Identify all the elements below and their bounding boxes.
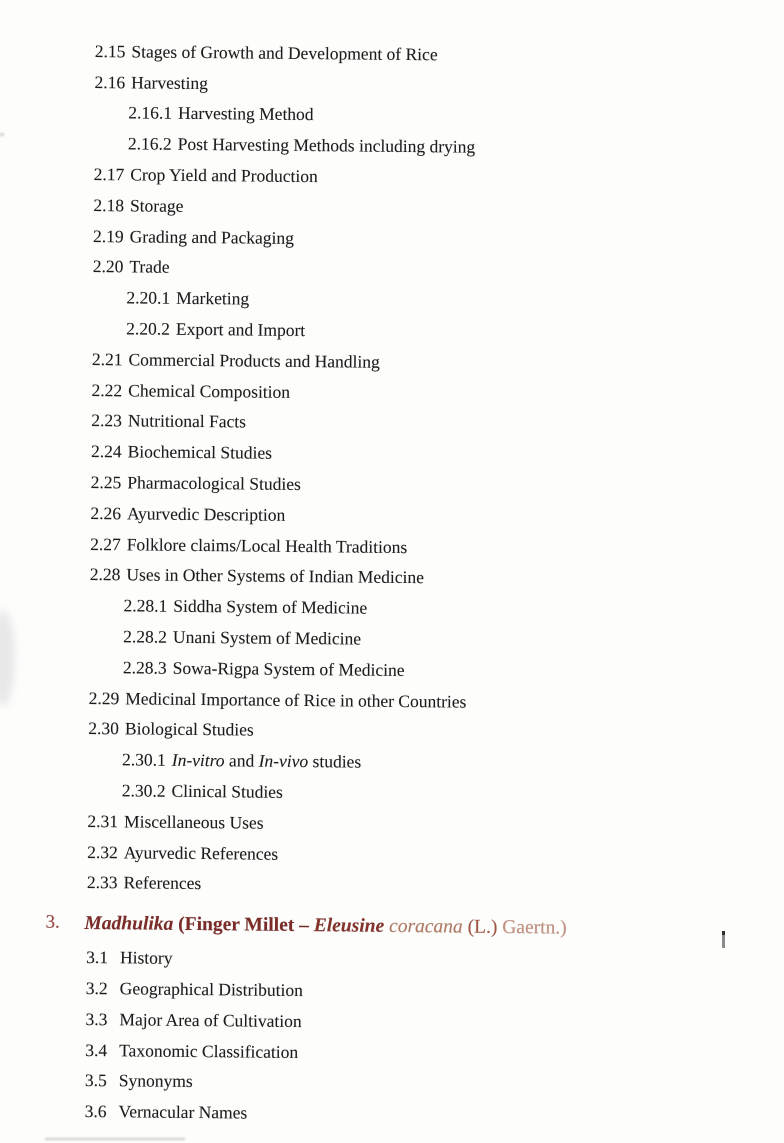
item-number: 3.6 [84,1101,107,1122]
item-number: 2.17 [93,164,125,185]
toc-item [87,867,727,904]
item-label: Unani System of Medicine [172,626,362,649]
item-number: 3.1 [86,947,109,968]
item-label: Pharmacological Studies [127,472,301,495]
item-number: 3.5 [84,1070,107,1091]
item-label: Harvesting Method [177,103,314,125]
item-number: 2.28.2 [123,626,168,647]
item-label: Medicinal Importance of Rice in other Countries [125,687,467,712]
item-label: References [123,872,202,894]
item-label: Geographical Distribution [119,978,304,1001]
label-part: Gaertn.) [502,917,567,939]
item-label: Trade [129,256,170,278]
item-label: Stages of Growth and Development of Rice [131,41,438,65]
item-label: Taxonomic Classification [119,1039,299,1062]
item-label: Crop Yield and Production [130,164,318,187]
item-number: 2.30 [88,718,120,739]
item-label: Ayurvedic References [123,841,279,864]
item-number: 2.18 [93,194,125,216]
item-label: Clinical Studies [171,780,283,802]
item-number: 2.29 [88,687,120,708]
item-number: 2.31 [87,810,119,832]
item-label: Siddha System of Medicine [173,596,368,618]
item-number: 2.19 [92,225,124,246]
item-number: 2.20.1 [126,287,171,308]
item-number: 2.33 [86,872,118,893]
section-title [84,913,566,940]
section-heading [45,906,726,948]
item-number: 2.20 [92,256,124,277]
item-number: 2.16.1 [128,102,173,124]
item-label: Vernacular Names [118,1101,248,1123]
item-label: Miscellaneous Uses [123,811,264,833]
item-number: 2.21 [91,348,123,370]
item-number: 2.32 [87,841,118,862]
item-number: 2.20.2 [126,318,171,339]
section-number: 3. [45,911,60,934]
item-label: History [119,947,173,968]
item-label: Marketing [176,288,250,309]
item-number: 2.28.1 [123,595,168,616]
item-number: 2.30.1 [121,749,166,770]
label-part: Madhulika [84,913,174,936]
item-number: 2.23 [91,410,123,431]
scan-smudge-artifact [0,610,15,706]
item-label: Biochemical Studies [127,441,273,463]
item-label: Ayurvedic Description [126,503,286,525]
item-number: 3.3 [85,1008,108,1029]
item-number: 2.16.2 [127,133,172,155]
item-label: Synonyms [118,1070,193,1092]
item-number: 2.27 [90,533,121,554]
item-label: Export and Import [175,318,306,341]
item-number: 2.30.2 [121,780,166,801]
item-number: 2.26 [90,502,122,524]
toc-item [85,1096,725,1133]
scan-line-artifact [45,1138,185,1140]
label-part: In-vitro [171,749,225,771]
item-label: Grading and Packaging [129,226,295,248]
table-of-contents [45,36,735,1133]
scan-speck-artifact [0,133,4,136]
label-part: and [224,750,259,771]
item-number: 2.15 [94,40,126,62]
label-part: (Finger Millet – [173,914,314,937]
item-number: 2.28.3 [122,657,167,678]
item-label: Storage [129,195,184,216]
item-label: Sowa-Rigpa System of Medicine [172,657,405,680]
item-label: Chemical Composition [128,379,291,402]
item-label: Post Harvesting Methods including drying [177,134,476,157]
item-number: 2.16 [94,71,126,92]
label-part: coracana [384,916,463,938]
item-label: Folklore claims/Local Health Traditions [126,533,408,557]
label-part: In-vivo [258,750,309,772]
item-number: 2.28 [89,564,121,585]
item-label [172,750,362,773]
item-label: Nutritional Facts [127,410,247,432]
item-label: Major Area of Cultivation [119,1009,302,1031]
item-number: 2.24 [90,441,122,462]
item-label: Biological Studies [124,718,254,740]
label-part: Eleusine [313,915,385,938]
label-part: studies [308,751,362,772]
item-number: 3.2 [85,977,108,999]
item-number: 3.4 [85,1039,108,1060]
item-label: Harvesting [131,72,209,93]
item-number: 2.22 [91,379,123,400]
label-part: (L.) [462,916,503,939]
item-label: Commercial Products and Handling [128,349,380,372]
item-number: 2.25 [90,472,122,493]
item-label: Uses in Other Systems of Indian Medicine [126,564,424,588]
